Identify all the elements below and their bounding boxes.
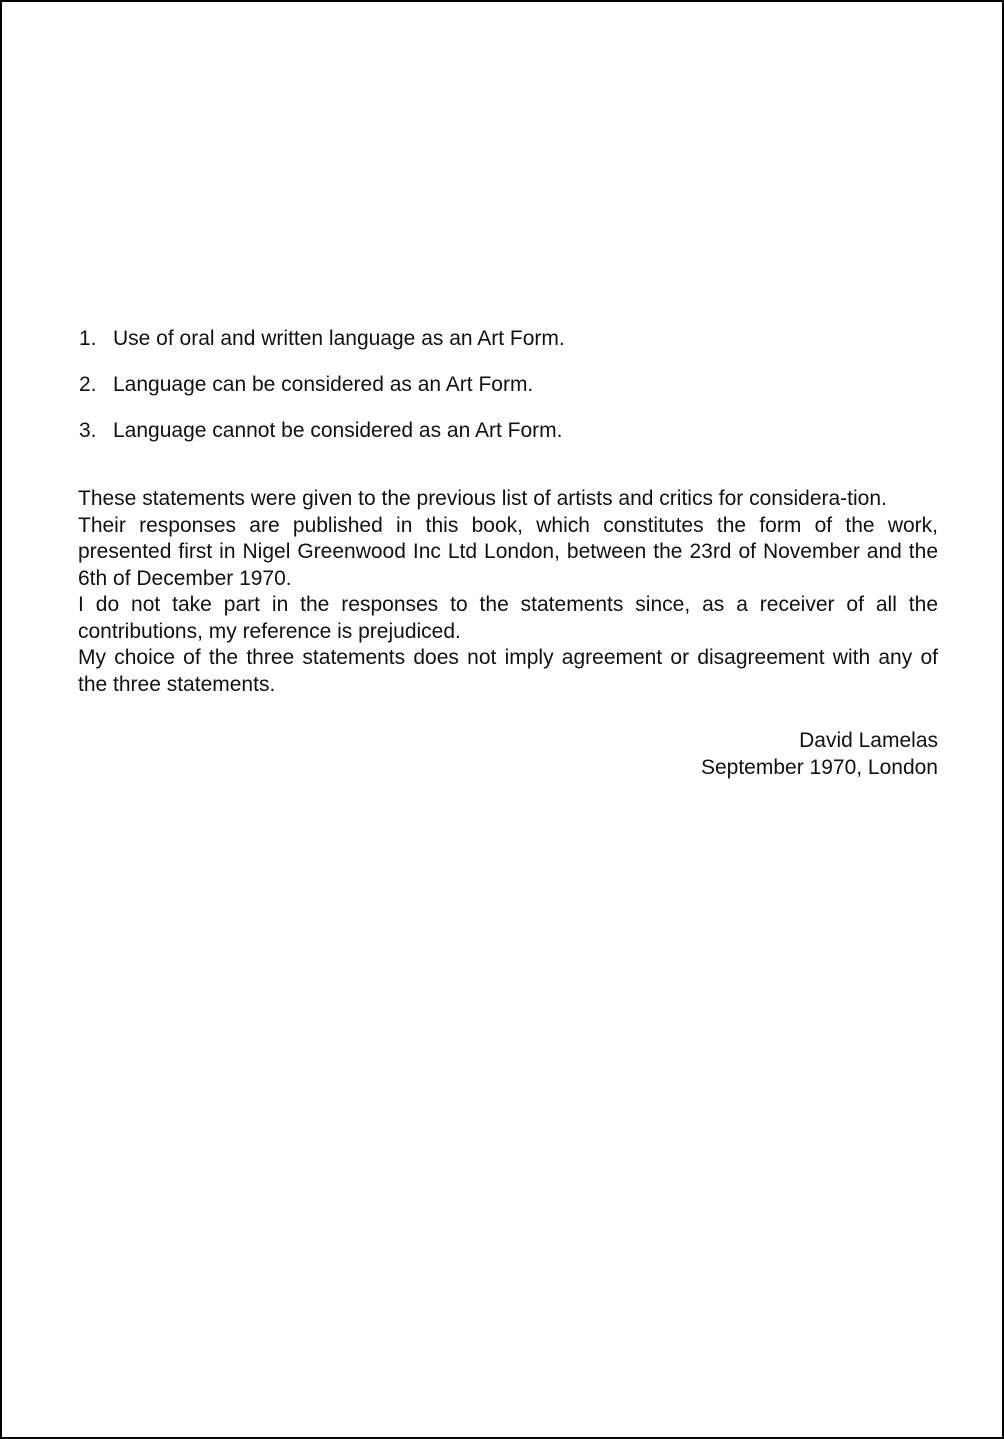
- paragraph: I do not take part in the responses to the statements since, as a receiver of all the contributions, my reference is prejudiced.: [78, 593, 938, 643]
- statement-list: [79, 324, 949, 462]
- statement-item: [79, 416, 949, 446]
- statement-text: Language can be considered as an Art Form.: [113, 373, 534, 396]
- statement-text: Language cannot be considered as an Art Form.: [113, 419, 563, 442]
- statement-item: [79, 370, 949, 400]
- paragraph: Their responses are published in this book, which constitutes the form of the work, presented first in Nigel Greenwood Inc Ltd London, between the 23rd of November and the 6th of December 1970.: [78, 513, 938, 590]
- statement-text: Use of oral and written language as an Art Form.: [113, 327, 565, 350]
- author-name: David Lamelas: [799, 729, 938, 752]
- paragraph: My choice of the three statements does not imply agreement or disagreement with any of the three statements.: [78, 646, 938, 696]
- explanation-text: [78, 486, 938, 698]
- paragraph: These statements were given to the previous list of artists and critics for considera-tion.: [78, 487, 887, 510]
- statement-number: 3.: [79, 419, 97, 442]
- statement-number: 2.: [79, 373, 97, 396]
- statement-item: [79, 324, 949, 354]
- date-location: September 1970, London: [700, 756, 938, 779]
- signature-block: [562, 727, 938, 781]
- statement-number: 1.: [79, 327, 97, 350]
